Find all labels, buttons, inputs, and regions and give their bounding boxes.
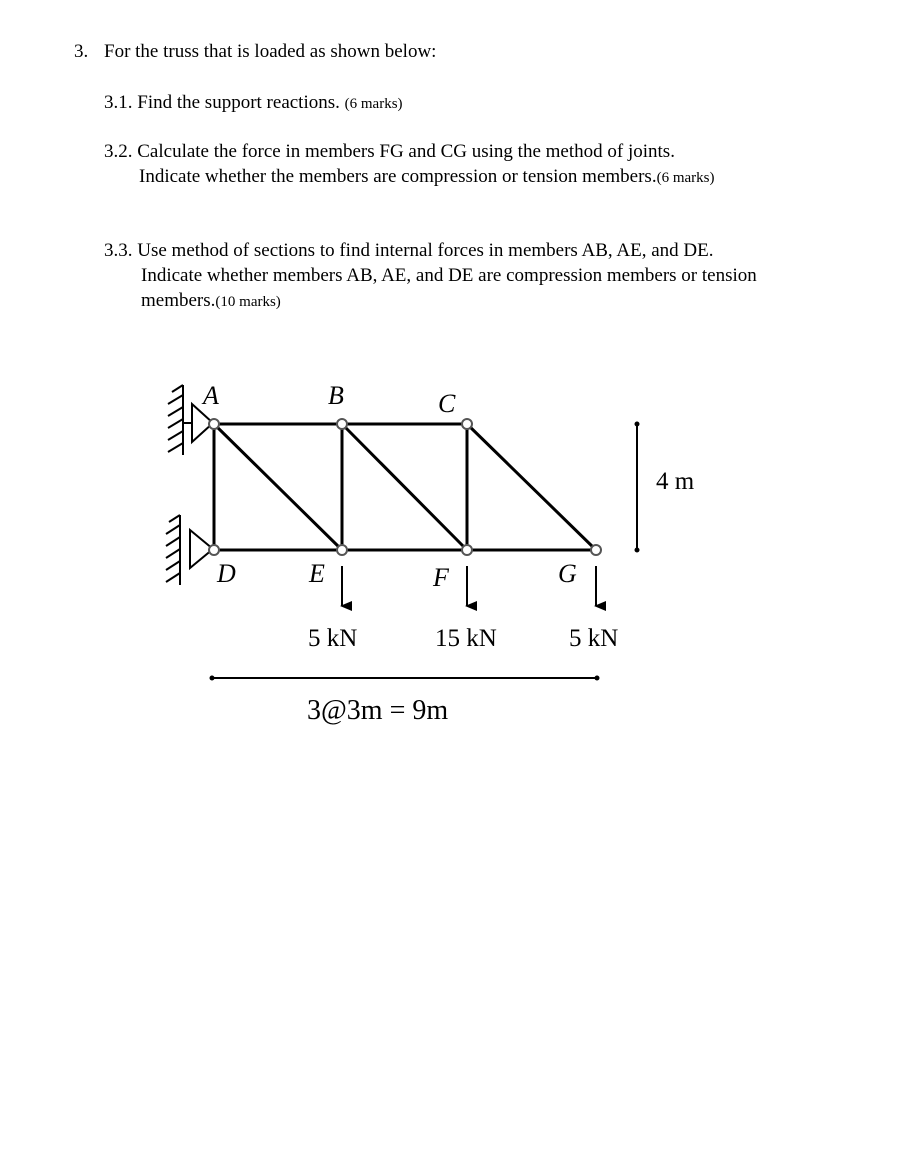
joint-D — [209, 545, 219, 555]
part-3-1-marks: (6 marks) — [344, 96, 403, 112]
node-label-A: A — [203, 381, 219, 410]
joint-G — [591, 545, 601, 555]
part-3-3-line-2: Indicate whether members AB, AE, and DE are compression members or tension — [141, 265, 757, 286]
load-label-E: 5 kN — [308, 625, 358, 652]
height-label: 4 m — [656, 468, 695, 495]
node-label-B: B — [328, 381, 344, 410]
node-label-D: D — [217, 559, 236, 588]
joint-B — [337, 419, 347, 429]
node-label-E: E — [309, 559, 325, 588]
part-3-2-text: Indicate whether the members are compression or tension members. — [139, 166, 657, 187]
part-3-1-text: 3.1. Find the support reactions. — [104, 92, 340, 113]
part-3-3-text: members. — [141, 290, 216, 311]
load-label-G: 5 kN — [569, 625, 619, 652]
part-3-2-line-1: 3.2. Calculate the force in members FG and CG using the method of joints. — [104, 141, 675, 162]
node-label-G: G — [558, 559, 577, 588]
question-intro: For the truss that is loaded as shown below: — [104, 41, 437, 62]
part-3-2-marks: (6 marks) — [656, 170, 715, 186]
joint-C — [462, 419, 472, 429]
member-AE — [214, 424, 342, 550]
joint-F — [462, 545, 472, 555]
part-3-3-line-1: 3.3. Use method of sections to find internal forces in members AB, AE, and DE. — [104, 240, 714, 261]
wall-support-bottom — [166, 515, 213, 585]
span-dimension — [210, 676, 600, 727]
node-label-C: C — [438, 389, 456, 418]
member-BF — [342, 424, 467, 550]
truss-members — [214, 424, 596, 550]
span-label: 3@3m = 9m — [307, 695, 449, 726]
height-dimension — [635, 422, 695, 553]
load-label-F: 15 kN — [435, 625, 497, 652]
part-3-3-marks: (10 marks) — [215, 294, 281, 310]
member-CG — [467, 424, 596, 550]
question-number: 3. — [74, 41, 89, 62]
joint-E — [337, 545, 347, 555]
node-label-F: F — [433, 563, 449, 592]
joint-A — [209, 419, 219, 429]
